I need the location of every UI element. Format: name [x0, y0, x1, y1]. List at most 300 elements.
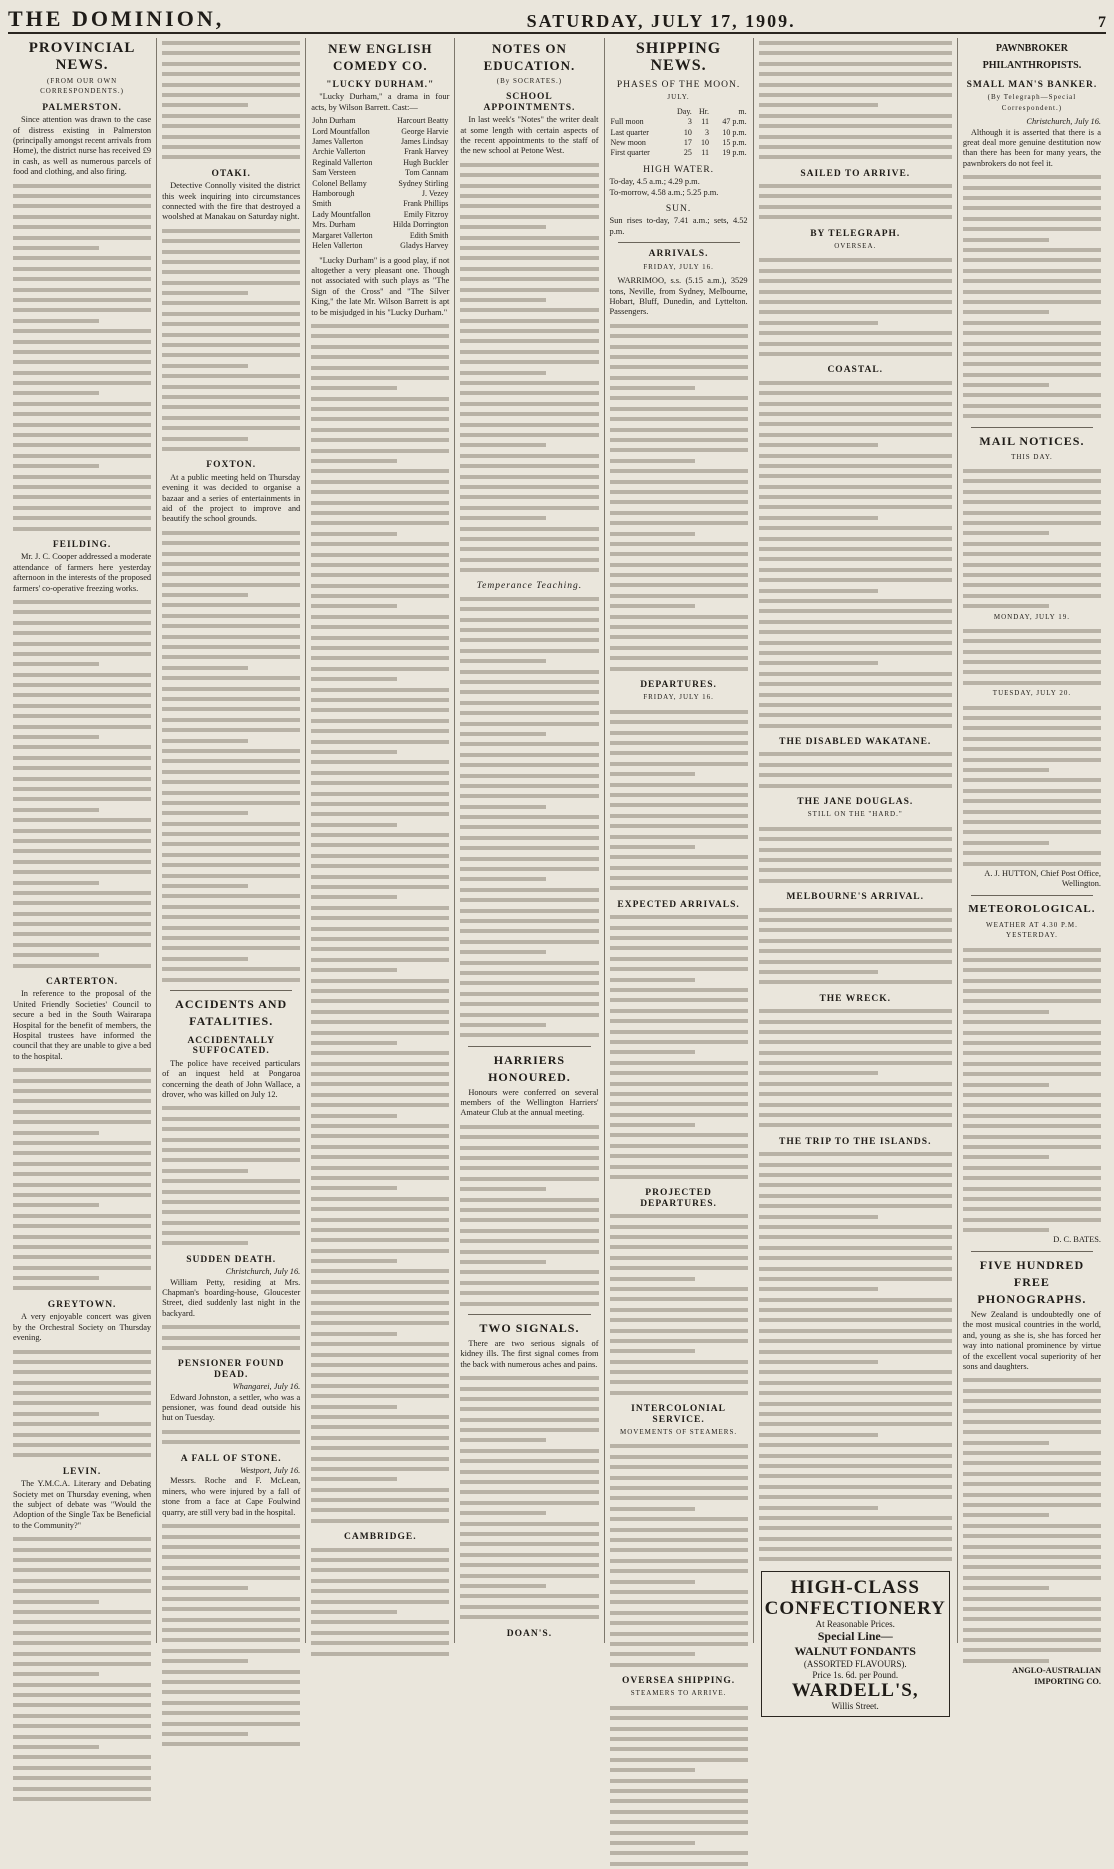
- text-line: [963, 487, 1101, 497]
- text-line: [311, 1454, 449, 1464]
- body-text: [610, 321, 748, 674]
- text-line: [311, 498, 449, 508]
- text-line: [460, 1612, 598, 1622]
- text-line: [759, 1554, 952, 1564]
- text-line: [13, 253, 151, 263]
- text-line: [311, 321, 449, 331]
- text-line: [759, 1305, 952, 1315]
- provincial-heading: PROVINCIAL NEWS.: [28, 40, 136, 73]
- text-line: [759, 461, 952, 471]
- text-line: [759, 69, 952, 79]
- text-line: [162, 715, 300, 725]
- cast-actor: Edith Smith: [409, 230, 449, 240]
- text-line: [162, 1532, 300, 1542]
- sun-times: Sun rises to-day, 7.41 a.m.; sets, 4.52 p.m.: [609, 216, 748, 236]
- text-line: [610, 1388, 748, 1398]
- text-line: [610, 707, 748, 717]
- text-line: [610, 1037, 748, 1047]
- text-line: [759, 1378, 952, 1388]
- text-line: [610, 728, 748, 738]
- departures-date: FRIDAY, JULY 16.: [643, 693, 714, 702]
- text-line: [162, 767, 300, 777]
- text-line: [759, 1326, 952, 1336]
- text-line: [162, 600, 300, 610]
- overseas-subheading: STEAMERS TO ARRIVE.: [630, 1689, 727, 1698]
- text-line: [13, 607, 151, 617]
- text-line: [963, 1458, 1101, 1468]
- text-line: [162, 319, 300, 329]
- text-line: [311, 820, 397, 830]
- provincial-subheading: (FROM OUR OWN CORRESPONDENTS.): [40, 77, 124, 96]
- text-line: [13, 867, 151, 877]
- text-line: [610, 811, 748, 821]
- text-line: [460, 906, 598, 916]
- text-line: [311, 394, 449, 404]
- text-line: [311, 861, 449, 871]
- text-line: [13, 212, 151, 222]
- text-line: [610, 1222, 748, 1232]
- projected-heading: PROJECTED DEPARTURES.: [640, 1188, 717, 1209]
- text-line: [162, 632, 300, 642]
- text-line: [759, 1388, 952, 1398]
- text-line: [963, 1163, 1101, 1173]
- text-line: [759, 690, 952, 700]
- text-line: [963, 1215, 1101, 1225]
- text-line: [13, 1378, 151, 1388]
- body-text: [13, 1347, 151, 1461]
- text-line: [963, 1510, 1049, 1520]
- text-line: [162, 1656, 248, 1666]
- text-line: [311, 1246, 449, 1256]
- article-lead: At a public meeting held on Thursday evening it was decided to organise a bazaar and a series of entertainments in aid of the project to improve and beautify the school grounds.: [162, 472, 301, 524]
- accident-title: ACCIDENTALLY SUFFOCATED.: [187, 1035, 275, 1057]
- text-line: [460, 1425, 598, 1435]
- text-line: [610, 954, 748, 964]
- text-line: [162, 850, 300, 860]
- text-line: [610, 373, 748, 383]
- text-line: [162, 1698, 300, 1708]
- text-line: [963, 359, 1101, 369]
- high-water-tomorrow: To-morrow, 4.58 a.m.; 5.25 p.m.: [609, 187, 719, 197]
- text-line: [13, 316, 99, 326]
- text-line: [460, 1184, 546, 1194]
- text-line: [13, 1773, 151, 1783]
- advert-line: Price 1s. 6d. per Pound.: [812, 1669, 899, 1680]
- text-line: [311, 1339, 449, 1349]
- article-lead: William Petty, residing at Mrs. Chapman's boarding-house, Gloucester Street, died suddenly last night in the backyard.: [162, 1277, 301, 1318]
- text-line: [311, 1638, 449, 1648]
- text-line: [162, 413, 300, 423]
- text-line: [610, 643, 748, 653]
- article-lead: In reference to the proposal of the United Friendly Societies' Council to secure a bed in the South Wairarapa Hospital for the benefit of members, the Hospital trustees have informed the council that they are unable to give a bed to the hospital.: [13, 989, 152, 1061]
- text-line: [610, 456, 696, 466]
- text-line: [311, 1617, 449, 1627]
- cast-actor: James Lindsay: [401, 137, 449, 147]
- text-line: [460, 1550, 598, 1560]
- text-line: [13, 1148, 151, 1158]
- text-line: [759, 1160, 952, 1170]
- text-line: [610, 1172, 748, 1182]
- harriers-heading: HARRIERS HONOURED.: [488, 1052, 571, 1084]
- text-line: [460, 708, 598, 718]
- text-line: [13, 337, 151, 347]
- arrivals-lead: WARRIMOO, s.s. (5.15 a.m.), 3529 tons, Neville, from Sydney, Melbourne, Hobart, Bluff, Dunedin, and Lyttelton. Passengers.: [609, 276, 748, 317]
- text-line: [162, 538, 300, 548]
- text-line: [963, 1448, 1101, 1458]
- text-line: [162, 1114, 300, 1124]
- text-line: [311, 1256, 397, 1266]
- text-line: [460, 1299, 598, 1309]
- text-line: [963, 508, 1101, 518]
- text-line: [13, 690, 151, 700]
- text-line: [963, 734, 1101, 744]
- body-text: [759, 905, 952, 988]
- text-line: [162, 1124, 300, 1134]
- text-line: [311, 716, 449, 726]
- text-line: [963, 318, 1101, 328]
- text-line: [759, 1357, 879, 1367]
- text-line: [311, 674, 397, 684]
- text-line: [610, 1099, 748, 1109]
- text-line: [963, 1583, 1049, 1593]
- advert-line: HIGH-CLASS: [790, 1576, 920, 1598]
- text-line: [311, 466, 449, 476]
- text-line: [460, 1384, 598, 1394]
- text-line: [460, 368, 546, 378]
- text-line: [963, 1406, 1101, 1416]
- text-line: [311, 1360, 449, 1370]
- text-line: [759, 419, 952, 429]
- body-text: [13, 1065, 151, 1294]
- text-line: [460, 1288, 598, 1298]
- text-line: [963, 1194, 1101, 1204]
- text-line: [610, 1493, 748, 1503]
- text-line: [13, 524, 151, 534]
- play-intro: "Lucky Durham," a drama in four acts, by Wilson Barrett. Cast:—: [311, 92, 450, 112]
- cast-actor: Gladys Harvey: [400, 241, 449, 251]
- text-line: [460, 170, 598, 180]
- text-line: [460, 472, 598, 482]
- moon-col-label: [610, 107, 669, 117]
- text-line: [13, 1721, 151, 1731]
- text-line: [460, 1415, 598, 1425]
- table-cell: 10: [683, 127, 692, 137]
- text-line: [311, 944, 449, 954]
- text-line: [610, 1807, 748, 1817]
- table-cell: Last quarter: [610, 127, 649, 137]
- text-line: [162, 1343, 300, 1353]
- text-line: [759, 80, 952, 90]
- text-line: [610, 1242, 748, 1252]
- text-line: [311, 331, 449, 341]
- cast-actor: Frank Phillips: [403, 199, 449, 209]
- text-line: [963, 1048, 1101, 1058]
- text-line: [610, 852, 748, 862]
- text-line: [610, 1703, 748, 1713]
- text-line: [759, 1048, 952, 1058]
- text-line: [963, 1521, 1101, 1531]
- text-line: [610, 873, 748, 883]
- text-line: [13, 1430, 151, 1440]
- divider: [971, 427, 1093, 428]
- text-line: [610, 342, 748, 352]
- body-text: [963, 172, 1101, 421]
- text-line: [311, 1381, 449, 1391]
- text-line: [162, 788, 300, 798]
- advert-line: (ASSORTED FLAVOURS).: [803, 1659, 907, 1670]
- text-line: [311, 799, 449, 809]
- text-line: [460, 843, 598, 853]
- body-text: [162, 38, 300, 163]
- text-line: [460, 357, 598, 367]
- text-line: [610, 1263, 748, 1273]
- text-line: [610, 1047, 696, 1057]
- text-line: [610, 1755, 748, 1765]
- text-line: [311, 1628, 449, 1638]
- text-line: [13, 243, 99, 253]
- table-cell: New moon: [610, 138, 646, 148]
- text-line: [963, 1573, 1101, 1583]
- text-line: [963, 380, 1049, 390]
- advert-line: WARDELL'S,: [791, 1680, 919, 1702]
- text-line: [460, 594, 598, 604]
- text-line: [13, 784, 151, 794]
- text-line: [963, 1438, 1049, 1448]
- text-line: [311, 1277, 449, 1287]
- text-line: [311, 976, 449, 986]
- text-line: [460, 604, 598, 614]
- text-line: [759, 565, 952, 575]
- sailed-heading: SAILED TO ARRIVE.: [800, 168, 911, 179]
- text-line: [162, 226, 300, 236]
- body-text: [460, 594, 598, 1041]
- columns: [8, 38, 1106, 1712]
- text-line: [460, 233, 598, 243]
- text-line: [963, 1396, 1101, 1406]
- text-line: [13, 732, 99, 742]
- text-line: [162, 278, 300, 288]
- text-line: [13, 1190, 151, 1200]
- text-line: [460, 243, 598, 253]
- text-line: [311, 612, 449, 622]
- text-line: [610, 632, 748, 642]
- text-line: [610, 964, 748, 974]
- cast-row: [311, 220, 449, 230]
- text-line: [610, 1120, 696, 1130]
- text-line: [13, 1617, 151, 1627]
- text-line: [759, 152, 952, 162]
- text-line: [162, 1563, 300, 1573]
- text-line: [963, 1007, 1049, 1017]
- text-line: [311, 550, 449, 560]
- text-line: [13, 1597, 99, 1607]
- text-line: [13, 1065, 151, 1075]
- text-line: [610, 1346, 696, 1356]
- body-text: [759, 1149, 952, 1565]
- phonographs-heading: FIVE HUNDRED FREE PHONOGRAPHS.: [977, 1257, 1087, 1306]
- text-line: [13, 1700, 151, 1710]
- text-line: [963, 328, 1101, 338]
- text-line: [162, 423, 300, 433]
- text-line: [162, 549, 300, 559]
- text-line: [13, 1211, 151, 1221]
- text-line: [963, 1604, 1101, 1614]
- text-line: [460, 1602, 598, 1612]
- text-line: [759, 544, 952, 554]
- article-lead: There are two serious signals of kidney ills. The first signal comes from the back with numerous aches and pains.: [460, 1338, 599, 1369]
- text-line: [311, 695, 449, 705]
- table-cell: 10 p.m.: [722, 127, 747, 137]
- text-line: [460, 677, 598, 687]
- text-line: [759, 430, 952, 440]
- divider: [618, 242, 740, 243]
- text-line: [610, 1079, 748, 1089]
- play-title: "LUCKY DURHAM.": [326, 80, 435, 90]
- text-line: [162, 1594, 300, 1604]
- text-line: [759, 1544, 952, 1554]
- text-line: [963, 1552, 1101, 1562]
- text-line: [13, 1669, 99, 1679]
- issue-date: SATURDAY, JULY 17, 1909.: [526, 11, 796, 31]
- text-line: [460, 336, 598, 346]
- text-line: [759, 1295, 952, 1305]
- text-line: [13, 701, 151, 711]
- text-line: [963, 713, 1101, 723]
- text-line: [759, 1461, 952, 1471]
- cast-role: Colonel Bellamy: [312, 178, 367, 188]
- text-line: [759, 1017, 952, 1027]
- text-line: [13, 597, 151, 607]
- text-line: [610, 612, 748, 622]
- text-line: [460, 461, 598, 471]
- text-line: [311, 581, 449, 591]
- text-line: [963, 203, 1101, 213]
- text-line: [759, 297, 952, 307]
- text-line: [963, 560, 1101, 570]
- text-line: [162, 309, 300, 319]
- text-line: [162, 1583, 248, 1593]
- text-line: [963, 786, 1101, 796]
- text-line: [311, 435, 449, 445]
- body-text: [460, 160, 598, 576]
- text-line: [610, 912, 748, 922]
- text-line: [610, 1110, 748, 1120]
- text-line: [610, 591, 748, 601]
- text-line: [610, 1556, 748, 1566]
- cast-row: [311, 241, 449, 251]
- text-line: [13, 1450, 151, 1460]
- text-line: [759, 627, 952, 637]
- text-line: [460, 305, 598, 315]
- text-line: [759, 1534, 952, 1544]
- text-line: [460, 916, 598, 926]
- text-line: [162, 1646, 300, 1656]
- dateline: Westport, July 16.: [240, 1466, 301, 1476]
- text-line: [963, 1645, 1101, 1655]
- moon-col-day: Day.: [677, 106, 692, 116]
- text-line: [610, 1724, 748, 1734]
- newspaper-title: THE DOMINION,: [8, 6, 225, 31]
- text-line: [311, 768, 449, 778]
- article-lead: Messrs. Roche and F. McLean, miners, who were injured by a fall of stone from a face at Cape Foulwind quarry, are still very bad in the hospital.: [162, 1476, 301, 1517]
- education-byline: (By SOCRATES.): [496, 77, 563, 85]
- text-line: [162, 402, 300, 412]
- text-line: [162, 975, 300, 985]
- text-line: [460, 191, 598, 201]
- text-line: [13, 1649, 151, 1659]
- text-line: [610, 1211, 748, 1221]
- text-line: [460, 781, 598, 791]
- text-line: [759, 905, 952, 915]
- text-line: [610, 601, 696, 611]
- text-line: [460, 513, 546, 523]
- text-line: [610, 821, 748, 831]
- text-line: [162, 1228, 300, 1238]
- text-line: [759, 482, 952, 492]
- text-line: [759, 523, 952, 533]
- cast-actor: Harcourt Beatty: [397, 116, 449, 126]
- text-line: [610, 477, 748, 487]
- high-water-heading: HIGH WATER.: [643, 164, 715, 175]
- text-line: [13, 763, 151, 773]
- text-line: [162, 1615, 300, 1625]
- text-line: [460, 1163, 598, 1173]
- text-line: [759, 658, 879, 668]
- text-line: [311, 518, 449, 528]
- text-line: [460, 555, 598, 565]
- text-line: [13, 639, 151, 649]
- text-line: [759, 925, 952, 935]
- text-line: [460, 625, 598, 635]
- text-line: [759, 1120, 952, 1130]
- text-line: [460, 492, 598, 502]
- text-line: [759, 1440, 952, 1450]
- body-text: [963, 1375, 1101, 1666]
- text-line: [13, 805, 99, 815]
- text-line: [311, 1576, 449, 1586]
- text-line: [759, 339, 952, 349]
- text-line: [13, 1096, 151, 1106]
- text-line: [162, 69, 300, 79]
- advert-line: At Reasonable Prices.: [815, 1618, 895, 1629]
- text-line: [460, 285, 598, 295]
- text-line: [13, 368, 151, 378]
- text-line: [162, 1218, 300, 1228]
- text-line: [162, 528, 300, 538]
- text-line: [13, 1638, 151, 1648]
- text-line: [759, 1430, 879, 1440]
- cast-role: Margaret Vallerton: [312, 230, 373, 240]
- text-line: [759, 388, 952, 398]
- advert-line: CONFECTIONERY: [764, 1597, 946, 1619]
- text-line: [759, 409, 952, 419]
- text-line: [759, 1037, 952, 1047]
- text-line: [13, 1565, 151, 1575]
- text-line: [963, 370, 1101, 380]
- text-line: [13, 826, 151, 836]
- text-line: [963, 647, 1101, 657]
- text-line: [311, 1266, 449, 1276]
- telegraph-subheading: OVERSEA.: [834, 242, 877, 251]
- dateline: Whangarei, July 16.: [232, 1382, 301, 1392]
- body-text: [162, 1322, 300, 1353]
- text-line: [162, 943, 300, 953]
- text-line: [13, 670, 151, 680]
- text-line: [759, 710, 952, 720]
- place-otaki: OTAKI.: [211, 168, 251, 179]
- text-line: [162, 371, 300, 381]
- text-line: [13, 440, 151, 450]
